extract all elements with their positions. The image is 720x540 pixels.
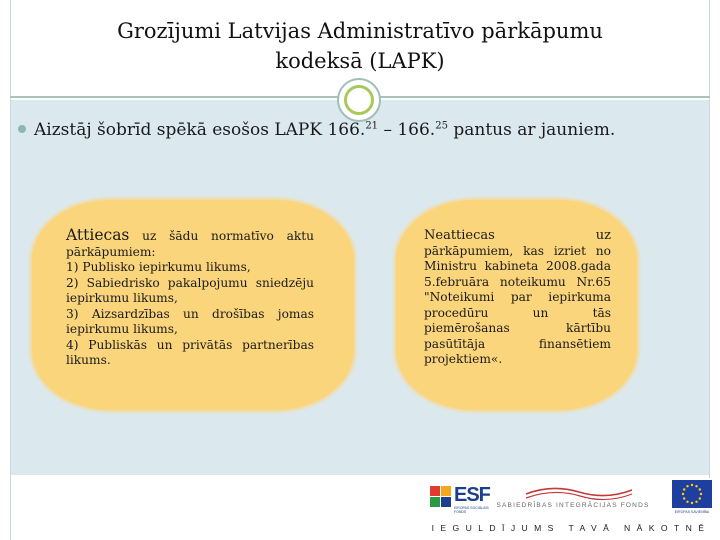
circle-ornament-ring xyxy=(344,85,374,115)
esf-sub-label: EIROPAS SOCIĀLAIS FONDS xyxy=(454,506,489,514)
esf-label: ESF xyxy=(454,484,490,506)
eu-label: EIROPAS SAVIENĪBA xyxy=(674,510,710,514)
eu-flag-icon xyxy=(672,480,712,508)
bullet-point xyxy=(18,120,698,140)
applies-item-3: 3) Aizsardzības un drošības jomas iepirkumu likums, xyxy=(66,306,314,336)
sif-label: SABIEDRĪBAS INTEGRĀCIJAS FONDS xyxy=(496,502,650,509)
not-applies-box-text xyxy=(424,228,611,368)
not-applies-box xyxy=(396,200,637,410)
title-line-2: kodeksā (LAPK) xyxy=(275,49,445,73)
sif-logo xyxy=(494,482,652,516)
applies-intro: uz šādu normatīvo aktu pārkāpumiem: xyxy=(66,229,314,259)
applies-item-2: 2) Sabiedrisko pakalpojumu sniedzēju iepirkumu likums, xyxy=(66,275,314,305)
bullet-dot-icon xyxy=(18,125,26,133)
sif-waves-icon xyxy=(524,484,634,502)
esf-mark-icon xyxy=(430,486,452,508)
not-applies-heading-suffix: uz xyxy=(595,228,611,243)
bullet-sup-2: 25 xyxy=(435,120,448,132)
title-line-1: Grozījumi Latvijas Administratīvo pārkāpumu xyxy=(117,19,603,43)
funding-logo-strip xyxy=(422,478,720,540)
applies-heading: Attiecas xyxy=(66,226,130,244)
not-applies-body: pārkāpumiem, kas izriet no Ministru kabineta 2008.gada 5.februāra noteikumu Nr.65 "Noteikumi par iepirkuma procedūru un tās piemērošanas kārtību pasūtītāja finansētiem projektiem«. xyxy=(424,243,611,366)
not-applies-heading-row xyxy=(424,228,611,244)
applies-box-text xyxy=(66,228,314,369)
bullet-text-middle: – 166. xyxy=(378,120,436,140)
esf-logo xyxy=(430,484,492,514)
bullet-text-after: pantus ar jauniem. xyxy=(447,120,616,140)
motto-text: IEGULDĪJUMS TAVĀ NĀKOTNĒ xyxy=(431,523,711,533)
eu-logo xyxy=(670,480,714,518)
applies-item-4: 4) Publiskās un privātās partnerības likums. xyxy=(66,337,314,367)
applies-item-1: 1) Publisko iepirkumu likums, xyxy=(66,260,251,274)
slide-title xyxy=(40,16,680,76)
bullet-sup-1: 21 xyxy=(365,120,379,132)
right-frame-line xyxy=(709,0,710,540)
circle-ornament-icon xyxy=(337,78,381,122)
not-applies-heading: Neattiecas xyxy=(424,228,495,243)
bullet-text-before: Aizstāj šobrīd spēkā esošos LAPK 166. xyxy=(34,120,366,140)
applies-box xyxy=(32,200,354,410)
